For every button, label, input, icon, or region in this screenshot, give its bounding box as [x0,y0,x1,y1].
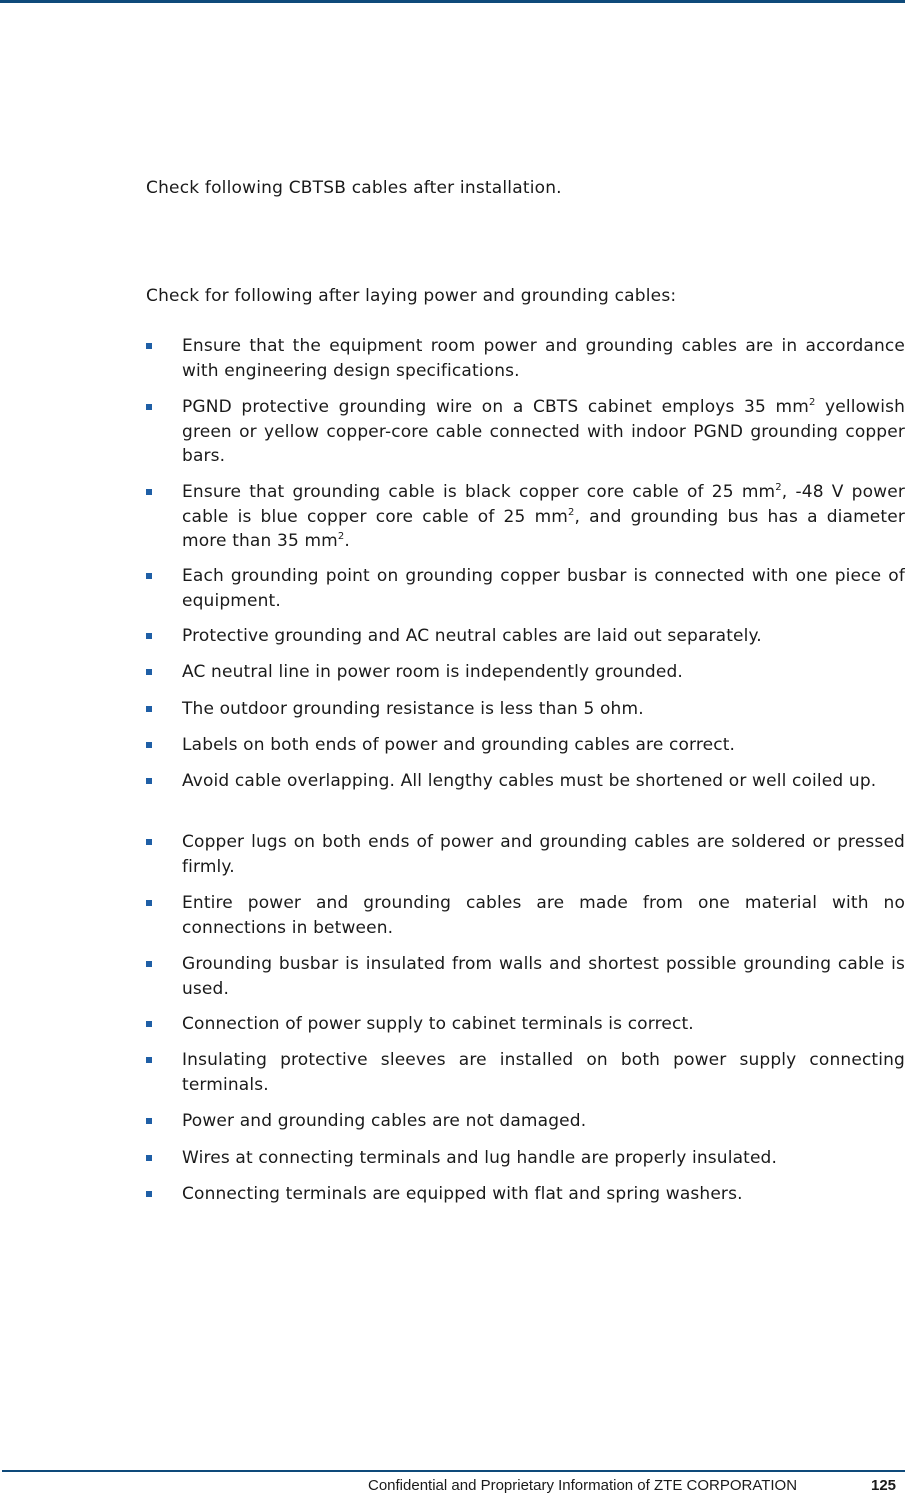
list-item [146,395,905,469]
list-item-text: Copper lugs on both ends of power and grounding cables are soldered or pressed firmly. [182,832,905,877]
bullet-square-icon [146,404,152,410]
bullet-square-icon [146,1155,152,1161]
list-item-text: AC neutral line in power room is independently grounded. [182,662,683,682]
list-item-text: Wires at connecting terminals and lug handle are properly insulated. [182,1148,778,1168]
list-item [146,952,905,1001]
list-item-text: The outdoor grounding resistance is less than 5 ohm. [182,699,644,719]
list-item-text: Connection of power supply to cabinet terminals is correct. [182,1014,694,1034]
list-item [146,1048,905,1097]
bullet-square-icon [146,706,152,712]
bullet-square-icon [146,573,152,579]
page-number: 125 [871,1477,897,1494]
list-item-text: Protective grounding and AC neutral cables are laid out separately. [182,626,762,646]
list-item [146,334,905,383]
list-item [146,1012,905,1037]
bullet-square-icon [146,1118,152,1124]
list-item-text: Each grounding point on grounding copper busbar is connected with one piece of equipment. [182,566,905,611]
list-item-text: Labels on both ends of power and grounding cables are correct. [182,735,736,755]
list-item-text: Grounding busbar is insulated from walls and shortest possible grounding cable is used. [182,954,905,999]
bullet-square-icon [146,778,152,784]
list-item [146,733,905,758]
list-item [146,1182,905,1207]
list-item-text: Insulating protective sleeves are installed on both power supply connecting terminals. [182,1050,905,1095]
bullet-square-icon [146,1191,152,1197]
list-item [146,1109,905,1134]
list-item [146,480,905,554]
checklist-lead: Check for following after laying power and grounding cables: [146,286,677,306]
header-rule [0,0,905,3]
list-item [146,1146,905,1171]
list-item [146,624,905,649]
bullet-square-icon [146,742,152,748]
list-item [146,830,905,879]
bullet-square-icon [146,1057,152,1063]
bullet-square-icon [146,839,152,845]
list-item [146,697,905,722]
list-item [146,769,905,794]
bullet-square-icon [146,489,152,495]
list-item-text: Connecting terminals are equipped with flat and spring washers. [182,1184,743,1204]
list-item [146,660,905,685]
footer-rule [2,1470,905,1472]
bullet-square-icon [146,633,152,639]
footer-confidentiality: Confidential and Proprietary Information of ZTE CORPORATION [368,1477,798,1494]
list-item [146,564,905,613]
list-item-text: Ensure that grounding cable is black copper core cable of 25 $mm^2$, -48 V power cable is blue copper core cable of 25 $mm^2$, and grounding bus has a diameter more than 35 $mm^2$. [182,482,905,551]
list-item [146,891,905,940]
intro-paragraph: Check following CBTSB cables after installation. [146,178,562,198]
bullet-square-icon [146,900,152,906]
bullet-square-icon [146,343,152,349]
list-item-text: PGND protective grounding wire on a CBTS cabinet employs 35 $mm^2$ yellowish green or yellow copper-core cable connected with indoor PGND grounding copper bars. [182,397,905,466]
list-item-text: Entire power and grounding cables are made from one material with no connections in between. [182,893,905,938]
bullet-square-icon [146,961,152,967]
list-item-text: Avoid cable overlapping. All lengthy cables must be shortened or well coiled up. [182,771,877,791]
list-item-text: Power and grounding cables are not damaged. [182,1111,587,1131]
bullet-square-icon [146,669,152,675]
bullet-square-icon [146,1021,152,1027]
list-item-text: Ensure that the equipment room power and grounding cables are in accordance with engineering design specifications. [182,336,905,381]
